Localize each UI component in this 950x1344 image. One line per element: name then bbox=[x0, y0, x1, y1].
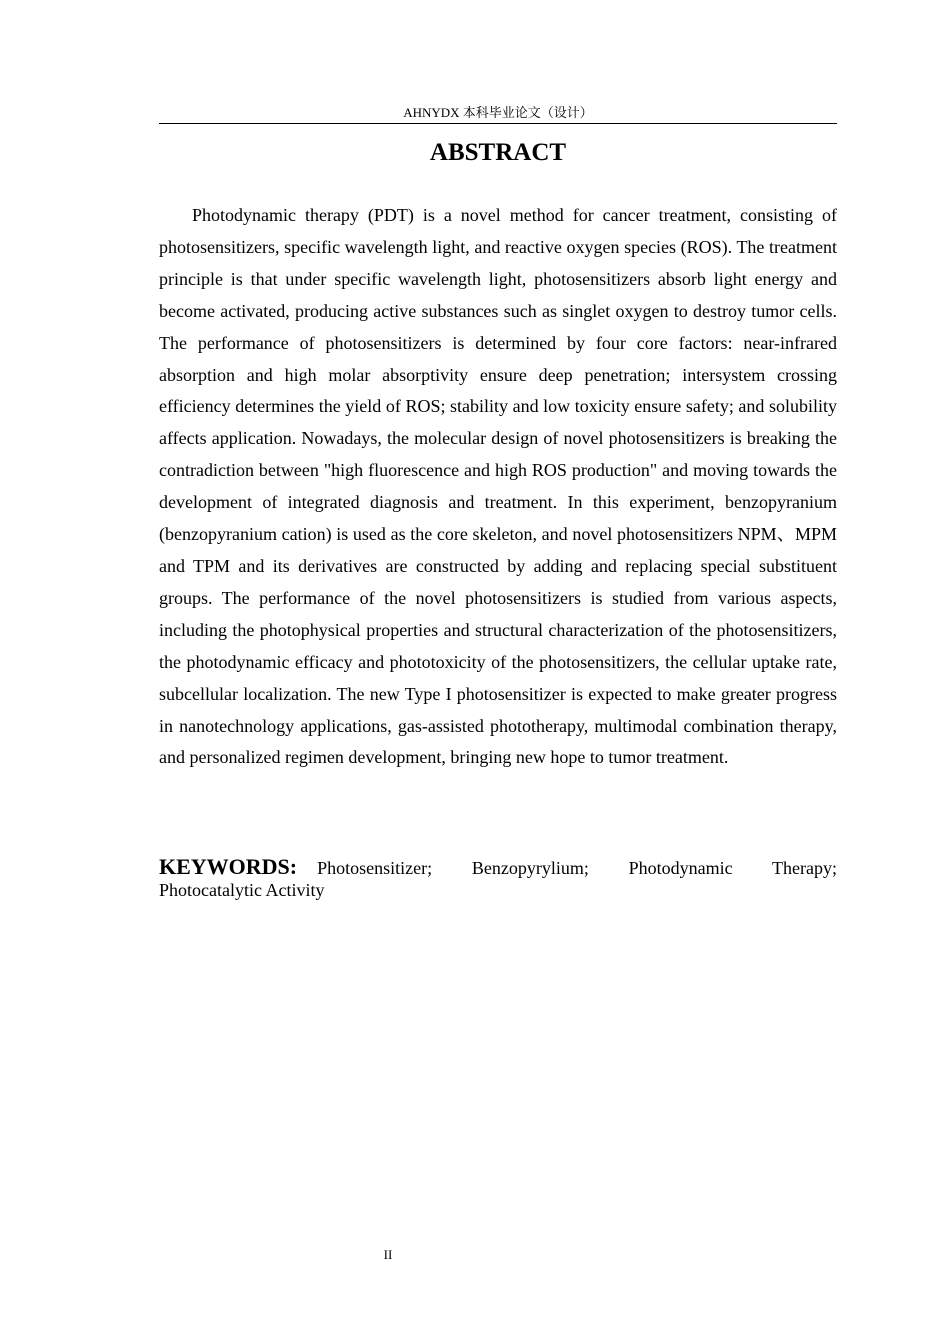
keywords-section bbox=[159, 856, 837, 901]
header-rule bbox=[159, 123, 837, 124]
keywords-label: KEYWORDS: bbox=[159, 854, 298, 879]
page-number: II bbox=[383, 1247, 393, 1262]
keywords-list: Photosensitizer; Benzopyrylium; Photodynamic Therapy; Photocatalytic Activity bbox=[159, 858, 837, 900]
page-title: ABSTRACT bbox=[429, 139, 567, 166]
running-header: AHNYDX 本科毕业论文（设计） bbox=[403, 105, 593, 120]
abstract-paragraph: Photodynamic therapy (PDT) is a novel method for cancer treatment, consisting of photosensitizers, specific wavelength light, and reactive oxygen species (ROS). The treatment principle is that under specific wavelength light, photosensitizers absorb light energy and become activated, producing active substances such as singlet oxygen to destroy tumor cells. The performance of photosensitizers is determined by four core factors: near-infrared absorption and high molar absorptivity ensure deep penetration; intersystem crossing efficiency determines the yield of ROS; stability and low toxicity ensure safety; and solubility affects application. Nowadays, the molecular design of novel photosensitizers is breaking the contradiction between "high fluorescence and high ROS production" and moving towards the development of integrated diagnosis and treatment. In this experiment, benzopyranium (benzopyranium cation) is used as the core skeleton, and novel photosensitizers NPM、MPM and TPM and its derivatives are constructed by adding and replacing special substituent groups. The performance of the novel photosensitizers is studied from various aspects, including the photophysical properties and structural characterization of the photosensitizers, the photodynamic efficacy and phototoxicity of the photosensitizers, the cellular uptake rate, subcellular localization. The new Type I photosensitizer is expected to make greater progress in nanotechnology applications, gas-assisted phototherapy, multimodal combination therapy, and personalized regimen development, bringing new hope to tumor treatment. bbox=[159, 205, 837, 768]
